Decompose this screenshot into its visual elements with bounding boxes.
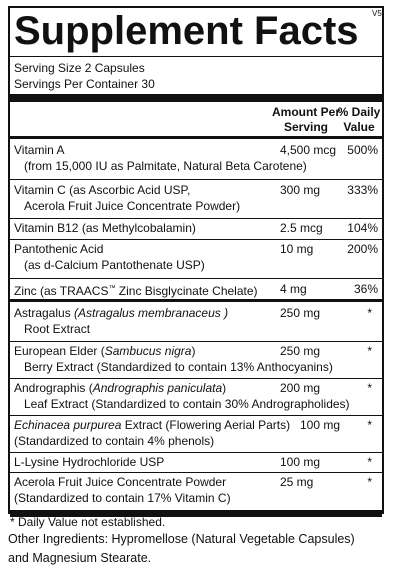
row-name: Acerola Fruit Juice Concentrate Powder [14,475,227,489]
row-dv: 333% [347,183,378,197]
table-row [10,142,382,176]
divider [10,218,382,219]
divider [10,179,382,180]
row-amount: 300 mg [280,183,321,197]
other-ingredients-line1: Other Ingredients: Hypromellose (Natural Vegetable Capsules) [8,532,355,546]
dv-header-line1: % Daily [337,105,381,119]
row-amount: 200 mg [280,381,321,395]
row-dv: 500% [347,143,378,157]
other-ingredients-line2: and Magnesium Stearate. [8,551,152,565]
row-amount: 25 mg [280,475,314,489]
table-row [10,182,382,216]
row-sub: (as d-Calcium Pantothenate USP) [24,258,205,272]
row-sub: (Standardized to contain 17% Vitamin C) [14,491,231,505]
supplement-facts-panel [8,6,384,514]
table-row [10,281,382,299]
divider [10,56,382,57]
row-amount: 250 mg [280,344,321,358]
amount-header-line2: Serving [283,120,328,134]
table-row [10,474,382,508]
row-amount: 4,500 mcg [280,143,337,157]
row-sub: (Standardized to contain 4% phenols) [14,434,215,448]
divider [10,472,382,473]
row-name: Echinacea purpurea Extract (Flowering Aerial Parts) [14,418,291,432]
divider [10,278,382,279]
row-sub: Root Extract [24,322,91,336]
footnote: * Daily Value not established. [10,515,166,529]
row-name: Zinc (as TRAACS™ Zinc Bisglycinate Chelate) [14,284,258,298]
panel-title: Supplement Facts [14,9,359,53]
row-dv: * [367,344,372,358]
row-amount: 250 mg [280,306,321,320]
divider [10,299,382,302]
amount-header-line1: Amount Per [271,105,340,119]
row-name: Astragalus (Astragalus membranaceus ) [14,306,229,320]
divider [10,239,382,240]
row-amount: 100 mg [280,455,321,469]
row-sub: Leaf Extract (Standardized to contain 30% Andrographolides) [24,397,350,411]
row-name: Vitamin B12 (as Methylcobalamin) [14,221,196,235]
divider [10,94,382,102]
row-dv: * [367,475,372,489]
row-amount: 100 mg [300,418,341,432]
version-label: V5 [372,9,382,18]
divider [10,136,382,139]
table-row [10,220,382,238]
row-dv: 104% [347,221,378,235]
table-row [10,241,382,275]
row-name: Pantothenic Acid [14,242,104,256]
row-name: Andrographis (Andrographis paniculata) [14,381,227,395]
row-name: Vitamin C (as Ascorbic Acid USP, [14,183,191,197]
row-dv: * [367,418,372,432]
row-name: European Elder (Sambucus nigra) [14,344,196,358]
divider [10,378,382,379]
row-sub: (from 15,000 IU as Palmitate, Natural Beta Carotene) [24,159,307,173]
table-row [10,454,382,472]
table-row [10,417,382,451]
row-amount: 2.5 mcg [280,221,323,235]
row-sub: Berry Extract (Standardized to contain 13% Anthocyanins) [24,360,333,374]
table-row [10,380,382,414]
dv-header-line2: Value [343,120,375,134]
servings-per-container: Servings Per Container 30 [14,77,155,91]
divider [10,415,382,416]
divider [10,452,382,453]
dv-header [333,105,385,135]
table-row [10,343,382,377]
row-dv: * [367,455,372,469]
row-amount: 4 mg [280,282,307,296]
row-dv: 36% [353,282,378,296]
row-sub: Acerola Fruit Juice Concentrate Powder) [24,199,241,213]
serving-size: Serving Size 2 Capsules [14,61,145,75]
row-amount: 10 mg [280,242,314,256]
row-dv: * [367,306,372,320]
row-dv: * [367,381,372,395]
row-name: L-Lysine Hydrochloride USP [14,455,165,469]
divider [10,341,382,342]
row-name: Vitamin A [14,143,65,157]
row-dv: 200% [347,242,378,256]
table-row [10,305,382,339]
